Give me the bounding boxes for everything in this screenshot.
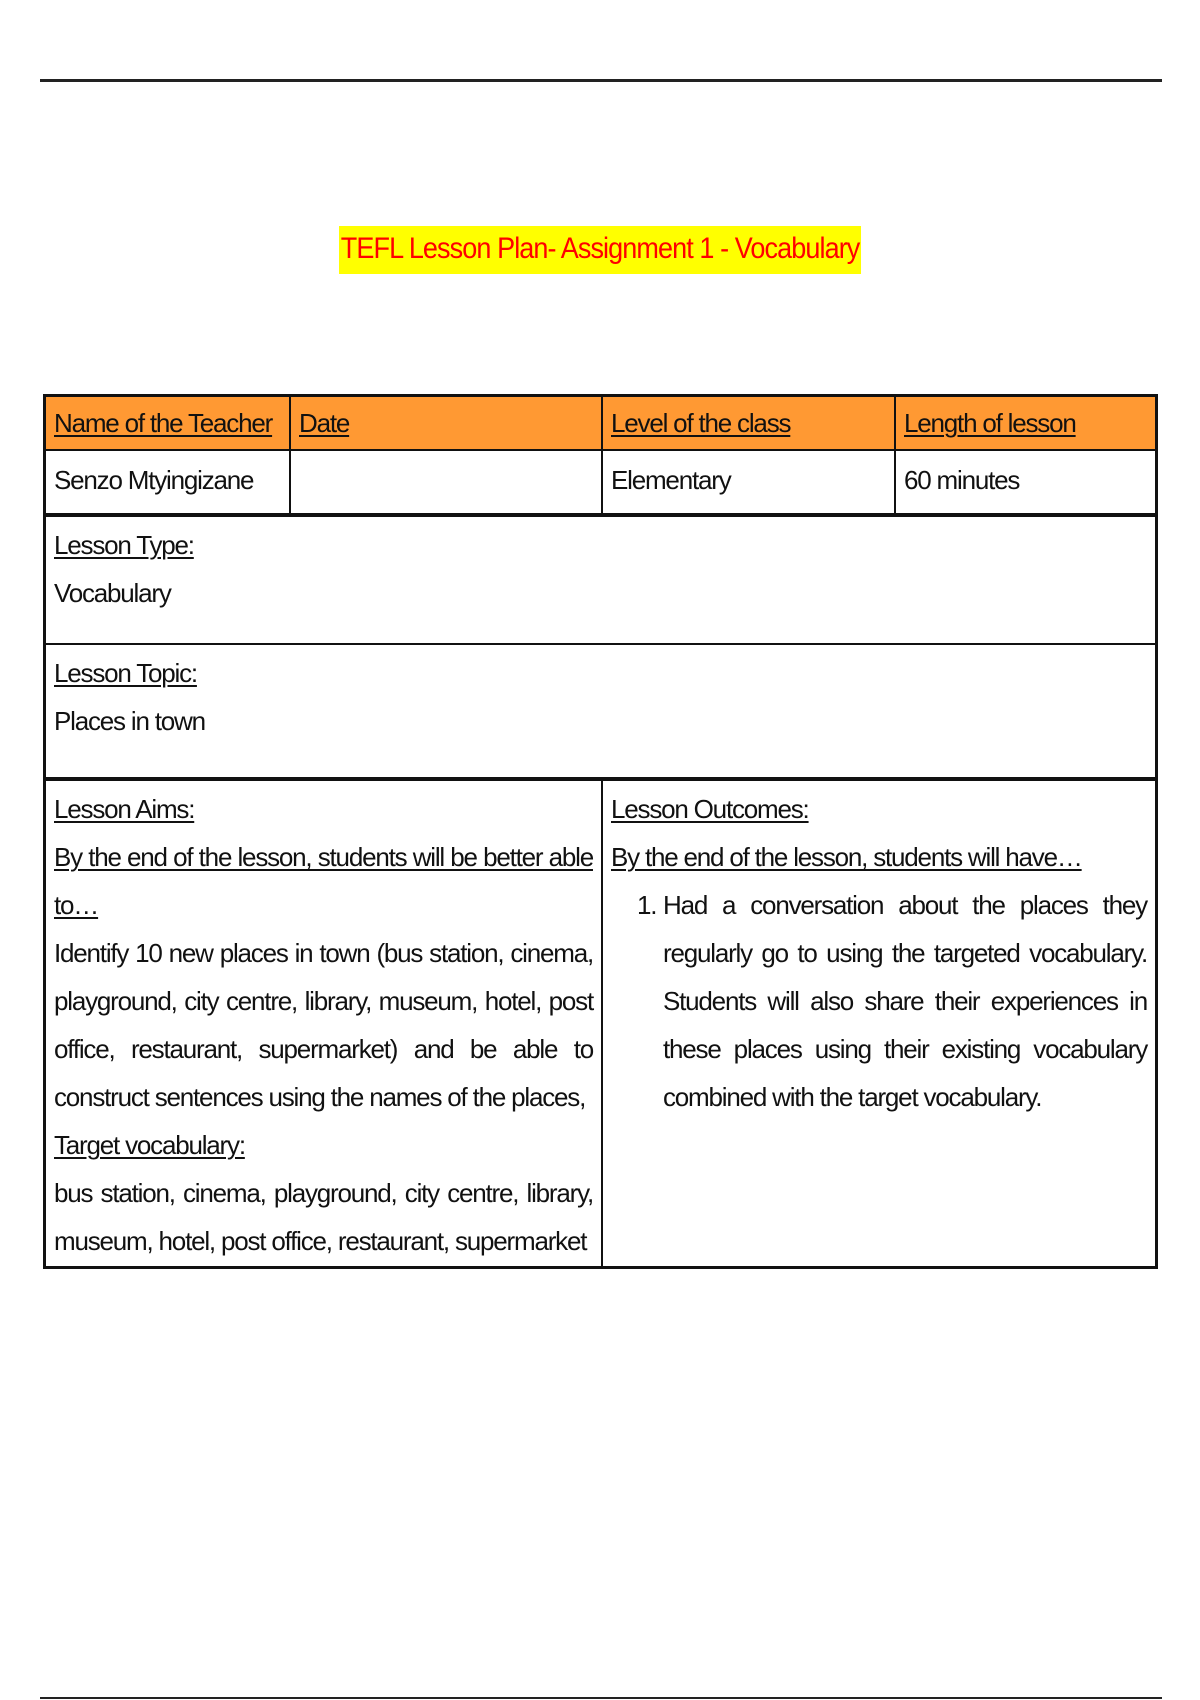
length-header-cell bbox=[896, 397, 1155, 449]
lesson-aims-intro: By the end of the lesson, students will be better able to… bbox=[54, 842, 593, 920]
lesson-outcomes-label: Lesson Outcomes: bbox=[611, 794, 809, 824]
length-value-cell bbox=[896, 451, 1155, 513]
date-header-label: Date bbox=[299, 408, 350, 438]
target-vocabulary-label: Target vocabulary: bbox=[54, 1130, 245, 1160]
lesson-topic-block bbox=[46, 645, 1155, 781]
outcome-number: 1. bbox=[637, 890, 657, 920]
level-value-cell bbox=[603, 451, 896, 513]
level-header-label: Level of the class bbox=[611, 408, 791, 438]
document-title: TEFL Lesson Plan- Assignment 1 - Vocabulary bbox=[339, 226, 861, 274]
lesson-outcomes-intro: By the end of the lesson, students will have… bbox=[611, 842, 1082, 872]
lesson-type-block bbox=[46, 517, 1155, 645]
lesson-topic-value: Places in town bbox=[54, 706, 205, 736]
date-value-cell bbox=[291, 451, 603, 513]
bottom-rule bbox=[40, 1697, 1162, 1699]
length-header-label: Length of lesson bbox=[904, 408, 1076, 438]
teacher-value-cell bbox=[46, 451, 291, 513]
title-container bbox=[0, 226, 1200, 274]
lesson-outcomes-cell bbox=[603, 781, 1155, 1266]
length-value: 60 minutes bbox=[904, 465, 1020, 495]
aims-outcomes-row bbox=[46, 781, 1155, 1266]
header-row bbox=[46, 397, 1155, 451]
level-value: Elementary bbox=[611, 465, 731, 495]
lesson-type-value: Vocabulary bbox=[54, 578, 171, 608]
lesson-type-label: Lesson Type: bbox=[54, 530, 194, 560]
lesson-aims-cell bbox=[46, 781, 603, 1266]
teacher-name: Senzo Mtyingizane bbox=[54, 465, 254, 495]
top-rule bbox=[40, 79, 1162, 82]
lesson-topic-label: Lesson Topic: bbox=[54, 658, 197, 688]
outcome-text: Had a conversation about the places they regularly go to using the targeted vocabulary. Students will also share their experiences in these places using their existing vocabulary combined with the target vocabulary. bbox=[663, 890, 1147, 1112]
target-vocabulary-list: bus station, cinema, playground, city centre, library, museum, hotel, post office, restaurant, supermarket bbox=[54, 1178, 593, 1256]
teacher-header-cell bbox=[46, 397, 291, 449]
lesson-aims-label: Lesson Aims: bbox=[54, 794, 195, 824]
lesson-aims-body: Identify 10 new places in town (bus station, cinema, playground, city centre, library, museum, hotel, post office, restaurant, supermarket) and be able to construct sentences using the names of the places, bbox=[54, 938, 593, 1112]
lesson-plan-table bbox=[43, 394, 1158, 1269]
value-row bbox=[46, 451, 1155, 517]
outcome-item bbox=[611, 881, 1147, 1121]
date-header-cell bbox=[291, 397, 603, 449]
level-header-cell bbox=[603, 397, 896, 449]
teacher-header-label: Name of the Teacher bbox=[54, 408, 273, 438]
